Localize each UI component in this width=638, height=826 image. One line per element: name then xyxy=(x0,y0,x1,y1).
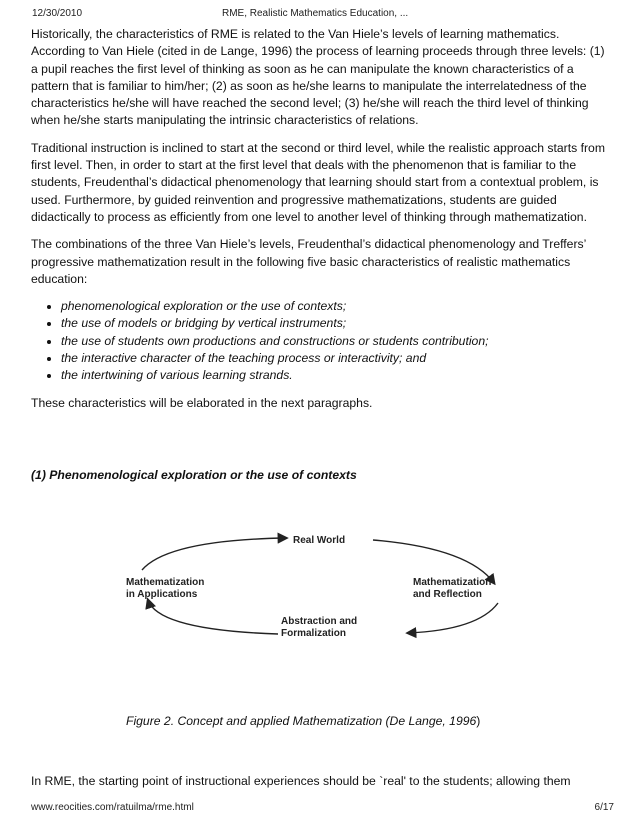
label-abstraction-2: Formalization xyxy=(281,628,347,639)
paragraph-elaboration: These characteristics will be elaborated in the next paragraphs. xyxy=(31,395,373,410)
paragraph-rme-starting-point: In RME, the starting point of instructional experiences should be `real' to the students; allowing them xyxy=(31,774,571,788)
section-heading: (1) Phenomenological exploration or the use of contexts xyxy=(31,468,357,482)
cycle-arrow-top-left xyxy=(142,538,286,570)
list-item: • the interactive character of the teaching process or interactivity; and xyxy=(61,350,611,367)
figure-caption-italic: Figure 2. Concept and applied Mathematization (De Lange, 1996 xyxy=(126,714,477,728)
paragraph-combinations: The combinations of the three Van Hiele’s levels, Freudenthal’s didactical phenomenology and Treffers’ progressive mathematization result in the following five basic characteristics of realistic mathematics education: xyxy=(31,237,586,286)
label-mathematization-reflection-2: and Reflection xyxy=(413,589,482,600)
label-real-world: Real World xyxy=(293,535,346,546)
characteristics-list xyxy=(31,298,611,384)
list-item: • the use of students own productions and constructions or students contribution; xyxy=(61,333,611,350)
label-mathematization-reflection-1: Mathematization xyxy=(413,577,492,588)
list-item: • the use of models or bridging by vertical instruments; xyxy=(61,315,611,332)
header-title: RME, Realistic Mathematics Education, ... xyxy=(222,8,409,19)
cycle-arrow-bottom-left xyxy=(148,600,278,634)
header-date: 12/30/2010 xyxy=(32,8,83,19)
body-text xyxy=(31,26,611,422)
cycle-arrow-bottom-right xyxy=(408,603,498,633)
footer-url: www.reocities.com/ratuilma/rme.html xyxy=(31,802,194,813)
figure-caption-tail: ) xyxy=(476,714,481,728)
list-item: • phenomenological exploration or the use of contexts; xyxy=(61,298,611,315)
mathematization-cycle-diagram xyxy=(118,528,528,648)
label-abstraction-1: Abstraction and xyxy=(281,616,358,627)
paragraph-van-hiele: Historically, the characteristics of RME is related to the Van Hiele’s levels of learning mathematics. According to Van Hiele (cited in de Lange, 1996) the process of learning proceeds through three levels: (1) a pupil reaches the first level of thinking as soon as he can manipulate the known characteristics of a pattern that is familiar to him/her; (2) as soon as he/she learns to manipulate the interrelatedness of the characteristics he/she will have reached the second level; (3) he/she will reach the third level of thinking when he/she starts manipulating the intrinsic characteristics of relations. xyxy=(31,27,605,128)
paragraph-traditional-instruction: Traditional instruction is inclined to start at the second or third level, while the realistic approach starts from first level. Then, in order to start at the first level that deals with the phenomenon that is familiar to the students, Freudenthal’s didactical phenomenology that learning should start from a contextual problem, is used. Furthermore, by guided reinvention and progressive mathematizations, students are guided didactically to process as efficiently from one level to another level of thinking through mathematization. xyxy=(31,140,605,224)
list-item: • the intertwining of various learning strands. xyxy=(61,367,611,384)
footer-page-number: 6/17 xyxy=(594,802,614,813)
figure-caption xyxy=(126,714,480,728)
label-mathematization-applications-2: in Applications xyxy=(126,589,198,600)
label-mathematization-applications-1: Mathematization xyxy=(126,577,205,588)
